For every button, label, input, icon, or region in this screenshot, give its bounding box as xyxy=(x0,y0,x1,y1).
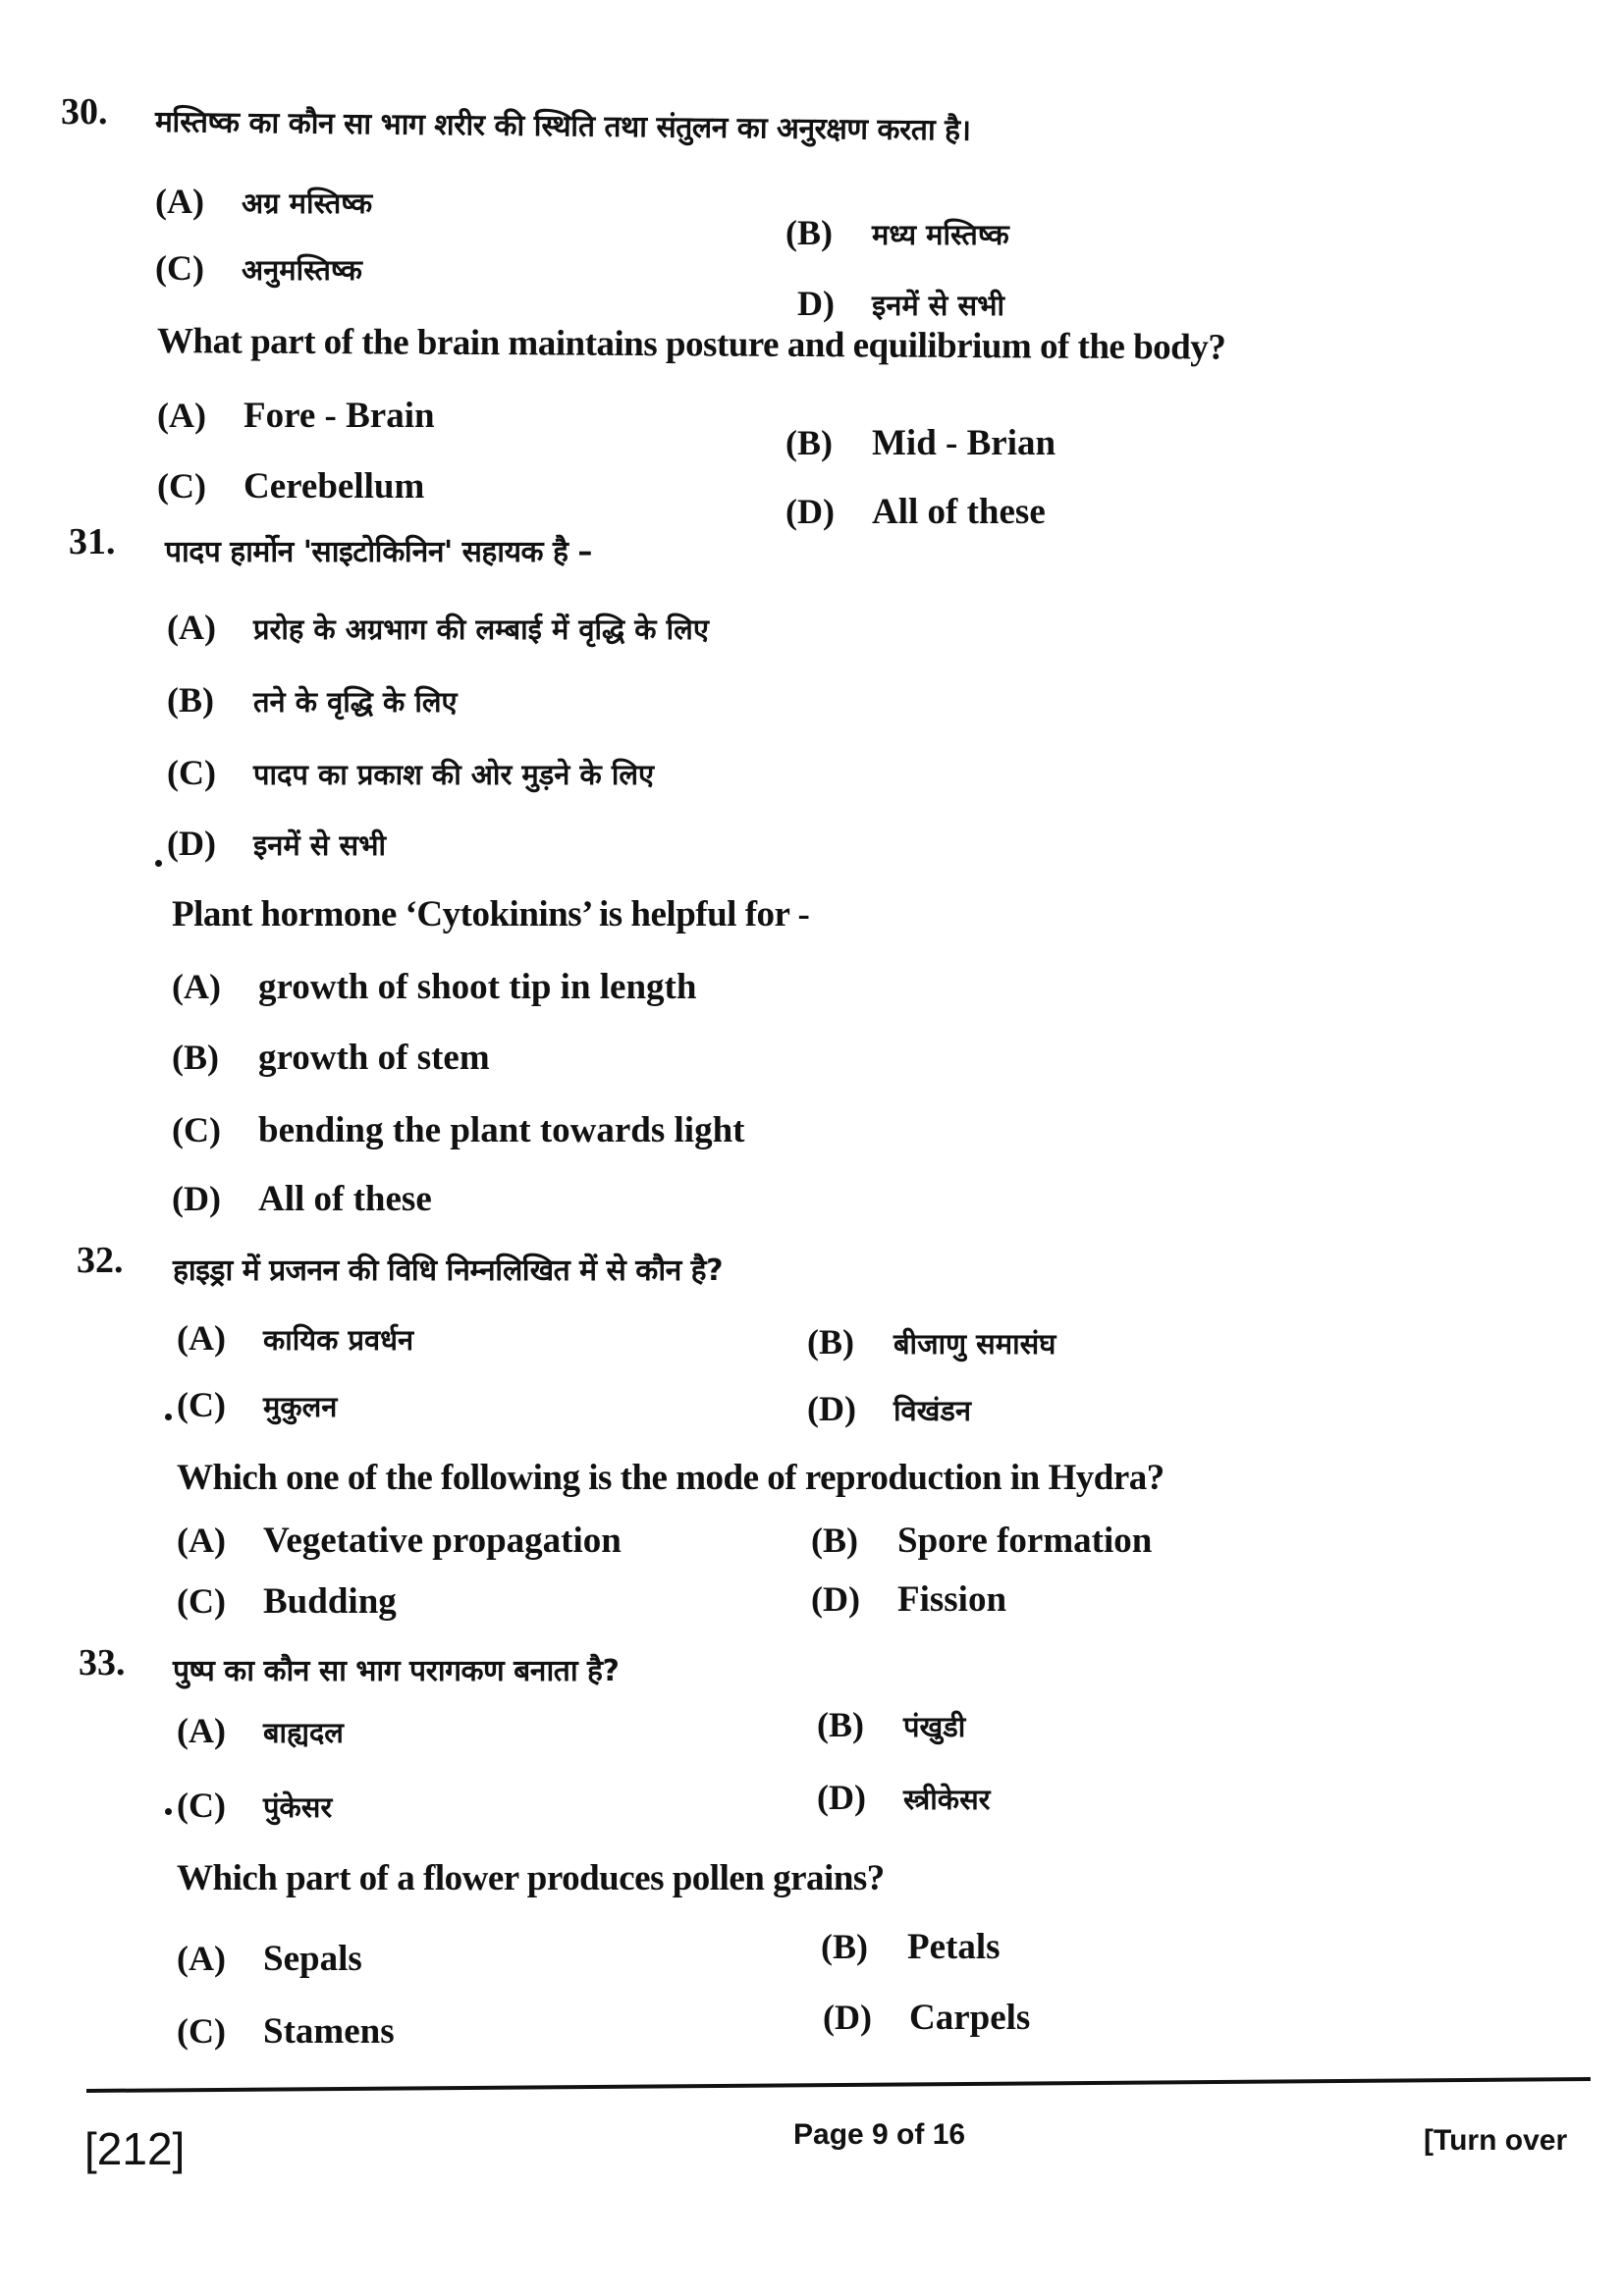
english-option-b xyxy=(172,1037,490,1079)
option-text: बाह्यदल xyxy=(263,1716,344,1749)
option-label: (B) xyxy=(167,680,214,720)
english-option-a xyxy=(172,966,696,1008)
option-label: (C) xyxy=(177,1581,226,1621)
option-label: (C) xyxy=(177,1786,226,1825)
hindi-option-d xyxy=(817,1777,991,1818)
english-option-d xyxy=(785,491,1046,533)
hindi-option-b xyxy=(785,212,1009,253)
option-label: (A) xyxy=(155,182,204,221)
option-text: Sepals xyxy=(263,1939,362,1979)
option-label: (A) xyxy=(177,1521,226,1560)
option-text: Mid - Brian xyxy=(872,423,1056,463)
hindi-question: पुष्प का कौन सा भाग परागकण बनाता है? xyxy=(173,1654,620,1688)
option-text: अग्र मस्तिष्क xyxy=(242,187,373,220)
option-text: Cerebellum xyxy=(244,466,425,507)
option-label: (A) xyxy=(157,396,206,435)
question-number: 33. xyxy=(79,1642,126,1683)
english-option-d xyxy=(823,1997,1030,2039)
footer-divider xyxy=(86,2077,1591,2093)
english-question: Which part of a flower produces pollen grains? xyxy=(177,1858,885,1898)
option-label: (B) xyxy=(785,213,833,252)
english-option-d xyxy=(811,1578,1006,1621)
option-text: Budding xyxy=(263,1581,397,1622)
option-label: (D) xyxy=(807,1389,856,1428)
english-option-a xyxy=(177,1520,622,1562)
option-text: मुकुलन xyxy=(263,1390,338,1423)
option-label: (C) xyxy=(177,1385,226,1424)
hindi-option-c xyxy=(155,247,362,289)
question-number: 30. xyxy=(61,91,108,133)
question-number: 31. xyxy=(69,521,116,562)
option-text: Stamens xyxy=(263,2011,395,2052)
english-question: Which one of the following is the mode of reproduction in Hydra? xyxy=(177,1458,1164,1498)
option-label: (D) xyxy=(785,492,835,531)
option-text: All of these xyxy=(872,492,1046,532)
option-label: (B) xyxy=(807,1322,854,1362)
option-label: (A) xyxy=(177,1711,226,1750)
option-text: मध्य मस्तिष्क xyxy=(872,218,1009,251)
hindi-option-b xyxy=(817,1704,965,1745)
option-text: Petals xyxy=(907,1927,1001,1967)
option-label: (C) xyxy=(177,2011,226,2051)
option-text: इनमें से सभी xyxy=(253,828,386,862)
option-label: (D) xyxy=(817,1778,866,1817)
answer-mark-dot xyxy=(165,1808,172,1815)
answer-mark-dot xyxy=(165,1414,172,1420)
english-option-c xyxy=(157,465,424,507)
option-label: (A) xyxy=(177,1318,226,1358)
hindi-option-d xyxy=(807,1388,971,1429)
option-text: bending the plant towards light xyxy=(258,1110,745,1150)
hindi-question: हाइड्रा में प्रजनन की विधि निम्नलिखित में से कौन है? xyxy=(173,1254,724,1288)
hindi-option-c xyxy=(177,1384,337,1425)
option-text: Spore formation xyxy=(897,1521,1153,1561)
english-option-c xyxy=(177,2010,395,2053)
option-label: (C) xyxy=(155,248,204,288)
question-number: 32. xyxy=(77,1240,124,1281)
hindi-option-b xyxy=(167,679,458,721)
hindi-option-c xyxy=(177,1785,332,1826)
option-label: (D) xyxy=(811,1579,860,1619)
option-text: पादप का प्रकाश की ओर मुड़ने के लिए xyxy=(253,758,655,791)
page-indicator: Page 9 of 16 xyxy=(793,2118,966,2151)
hindi-option-a xyxy=(177,1317,413,1359)
english-question: Plant hormone ‘Cytokinins’ is helpful for - xyxy=(172,894,810,934)
option-label: (A) xyxy=(177,1939,226,1978)
option-text: Fore - Brain xyxy=(244,396,435,436)
turn-over-note: [Turn over xyxy=(1424,2124,1568,2157)
english-option-b xyxy=(821,1926,1001,1968)
option-text: विखंडन xyxy=(893,1394,971,1427)
option-text: Vegetative propagation xyxy=(263,1521,622,1561)
option-label: (D) xyxy=(172,1179,221,1218)
english-question: What part of the brain maintains posture and equilibrium of the body? xyxy=(156,321,1226,368)
option-label: (A) xyxy=(167,608,216,647)
option-label: (D) xyxy=(167,824,216,863)
english-option-a xyxy=(177,1938,362,1980)
option-text: growth of shoot tip in length xyxy=(258,967,697,1007)
option-text: अनुमस्तिष्क xyxy=(242,253,362,287)
hindi-option-a xyxy=(155,181,372,222)
hindi-option-a xyxy=(167,607,709,648)
option-label: (B) xyxy=(821,1927,868,1966)
option-label: (D) xyxy=(823,1998,872,2037)
option-text: बीजाणु समासंघ xyxy=(893,1327,1056,1361)
english-option-d xyxy=(172,1178,432,1220)
option-text: growth of stem xyxy=(258,1038,490,1078)
option-text: कायिक प्रवर्धन xyxy=(263,1323,414,1357)
option-label: (C) xyxy=(172,1110,221,1149)
option-text: पंखुडी xyxy=(903,1710,966,1743)
option-label: (C) xyxy=(157,466,206,506)
hindi-option-d xyxy=(797,283,1004,324)
hindi-option-a xyxy=(177,1710,344,1751)
hindi-question: मस्तिष्क का कौन सा भाग शरीर की स्थिति तथा संतुलन का अनुरक्षण करता है। xyxy=(154,105,971,148)
option-label: (C) xyxy=(167,753,216,792)
english-option-b xyxy=(811,1520,1152,1562)
english-option-c xyxy=(172,1109,745,1151)
english-option-a xyxy=(157,395,435,437)
option-label: (B) xyxy=(817,1705,864,1744)
option-text: Fission xyxy=(897,1579,1007,1620)
option-text: Carpels xyxy=(909,1998,1031,2038)
option-text: पुंकेसर xyxy=(263,1790,333,1824)
option-text: स्त्रीकेसर xyxy=(903,1783,991,1816)
option-label: (B) xyxy=(785,423,833,462)
hindi-option-b xyxy=(807,1321,1056,1362)
option-text: प्ररोह के अग्रभाग की लम्बाई में वृद्धि के लिए xyxy=(253,613,709,646)
option-text: All of these xyxy=(258,1179,432,1219)
paper-code: [212] xyxy=(84,2123,186,2174)
option-text: इनमें से सभी xyxy=(872,289,1004,322)
english-option-b xyxy=(785,422,1056,464)
hindi-option-c xyxy=(167,752,654,793)
option-label: (B) xyxy=(811,1521,858,1560)
hindi-question: पादप हार्मोन 'साइटोकिनिन' सहायक है – xyxy=(165,535,592,569)
hindi-option-d xyxy=(167,823,386,864)
answer-mark-dot xyxy=(155,860,162,867)
option-label: (A) xyxy=(172,967,221,1006)
option-label: D) xyxy=(797,284,835,323)
option-text: तने के वृद्धि के लिए xyxy=(253,685,458,719)
option-label: (B) xyxy=(172,1038,219,1077)
english-option-c xyxy=(177,1580,397,1623)
